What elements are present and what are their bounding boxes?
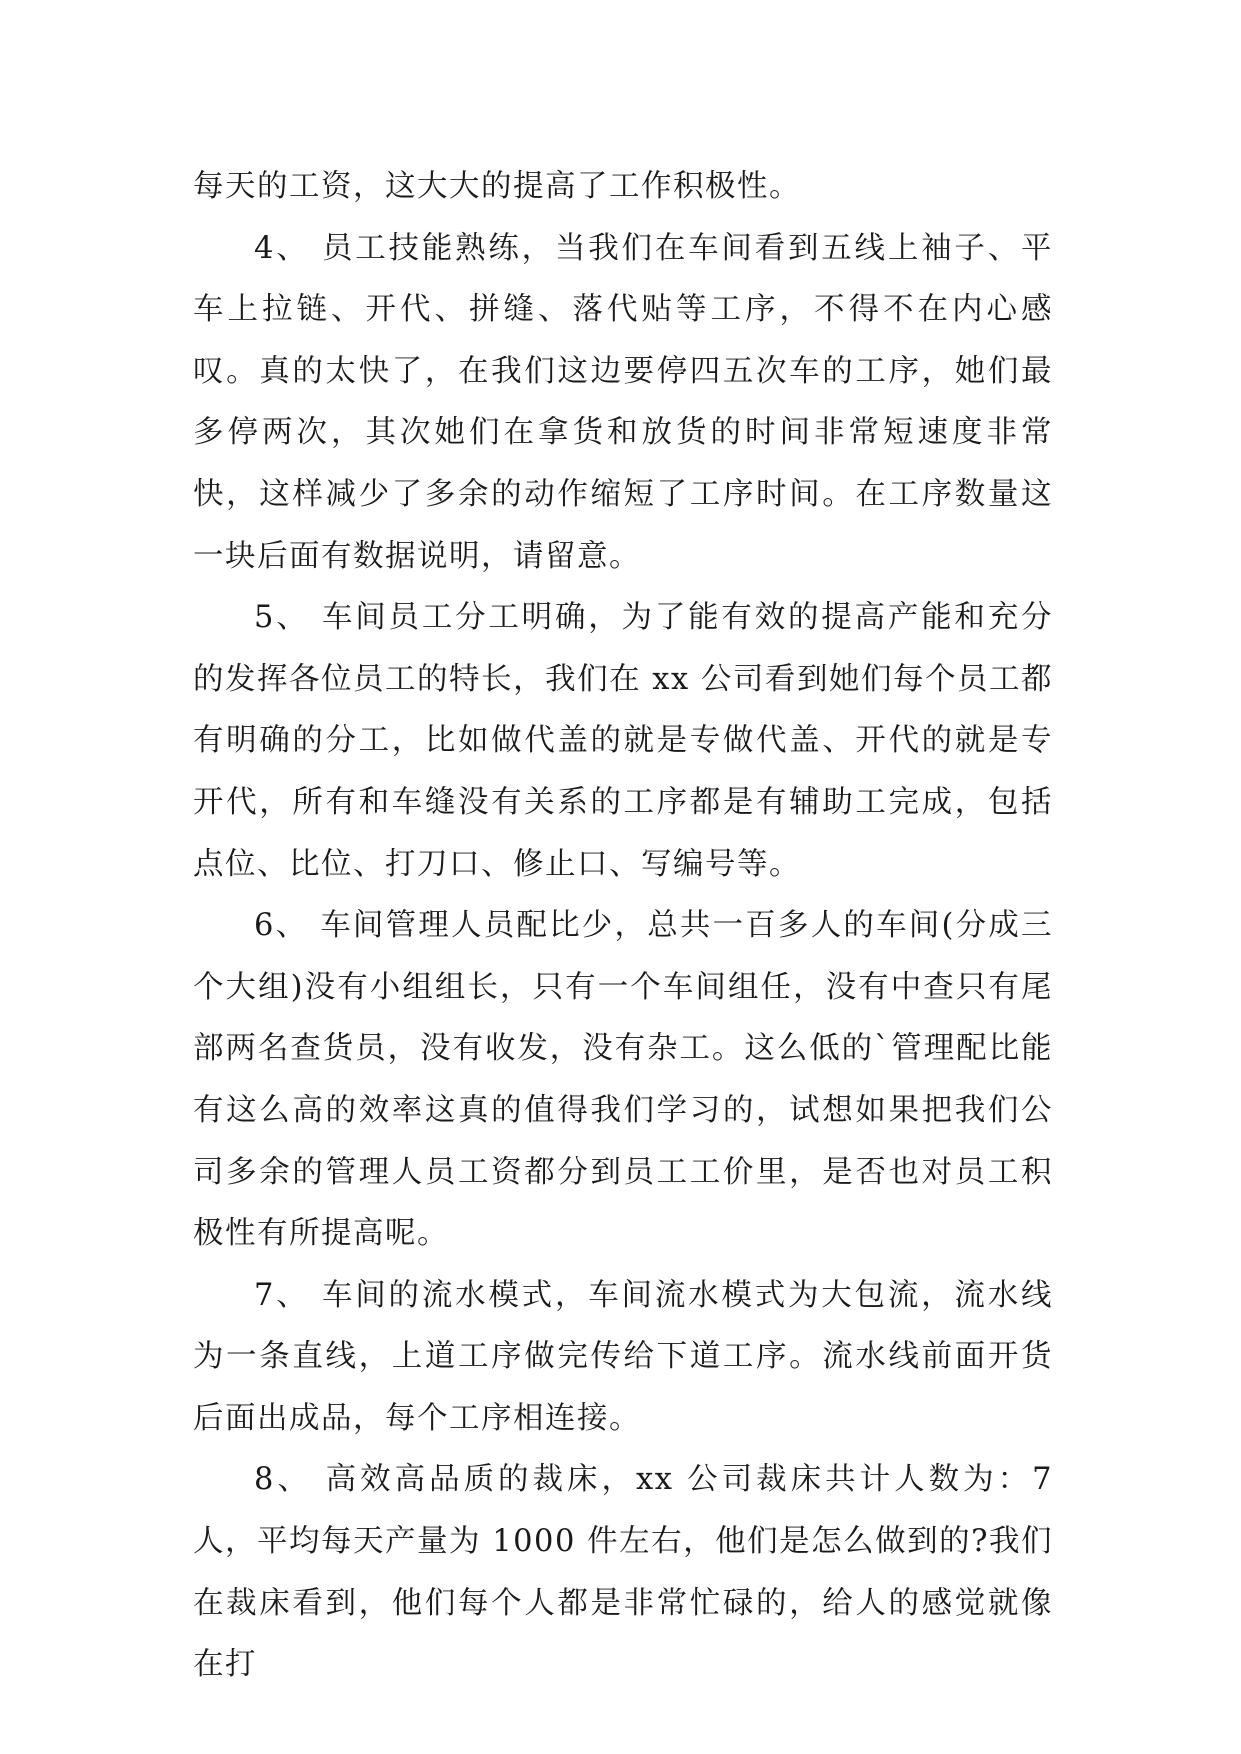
paragraph-item-8: 8、 高效高品质的裁床，xx 公司裁床共计人数为：7 人，平均每天产量为 1000 件左右，他们是怎么做到的?我们在裁床看到，他们每个人都是非常忙碌的，给人的感觉就像在打 bbox=[193, 1462, 1053, 1683]
paragraph-continuation: 每天的工资，这大大的提高了工作积极性。 bbox=[193, 169, 801, 204]
paragraph-item-6: 6、 车间管理人员配比少，总共一百多人的车间(分成三个大组)没有小组组长，只有一个车间组任，没有中查只有尾部两名查货员，没有收发，没有杂工。这么低的`管理配比能有这么高的效率这真的值得我们学习的，试想如果把我们公司多余的管理人员工资都分到员工工价里，是否也对员工积极性有所提高呢。 bbox=[193, 908, 1053, 1252]
paragraph-item-5: 5、 车间员工分工明确，为了能有效的提高产能和充分的发挥各位员工的特长，我们在 xx 公司看到她们每个员工都有明确的分工，比如做代盖的就是专做代盖、开代的就是专开代，所有和车缝没有关系的工序都是有辅助工完成，包括点位、比位、打刀口、修止口、写编号等。 bbox=[193, 600, 1053, 882]
document-body bbox=[193, 156, 1053, 1696]
paragraph-item-7: 7、 车间的流水模式，车间流水模式为大包流，流水线为一条直线，上道工序做完传给下道工序。流水线前面开货后面出成品，每个工序相连接。 bbox=[193, 1277, 1053, 1436]
paragraph-item-4: 4、 员工技能熟练，当我们在车间看到五线上袖子、平车上拉链、开代、拼缝、落代贴等工序，不得不在内心感叹。真的太快了，在我们这边要停四五次车的工序，她们最多停两次，其次她们在拿货和放货的时间非常短速度非常快，这样减少了多余的动作缩短了工序时间。在工序数量这一块后面有数据说明，请留意。 bbox=[193, 230, 1053, 574]
